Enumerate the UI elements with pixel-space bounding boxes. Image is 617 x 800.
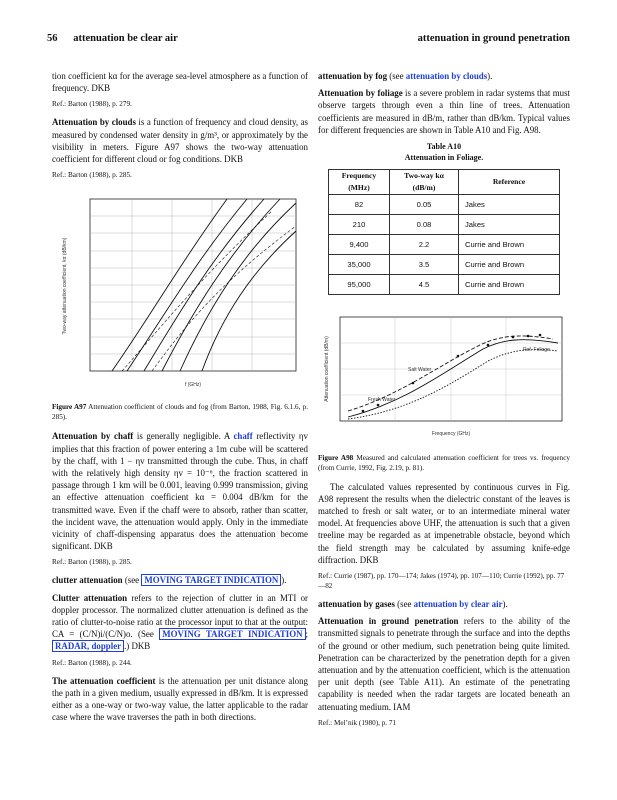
- paragraph-continuation: tion coefficient kα for the average sea-level atmosphere as a function of frequency. DKB: [52, 71, 308, 94]
- label-foliage: Ref. Foliage: [523, 347, 550, 354]
- table-caption: Attenuation in Foliage.: [404, 153, 484, 163]
- ground-text: refers to the ability of the transmitted signals to penetrate through the surface and into the depths of the ground or other medium, such penetration being quite limited. Penetration can be characterized by the penetration depth for a given attenuation and by the attenuation coefficient, which is the attenuation per unit depth (see Table A11). An estimate of the penetrating capability is needed when the radar targets are located beneath an attenuating medium. IAM: [318, 616, 570, 712]
- running-header: [47, 33, 570, 49]
- reference: Ref.: Barton (1988), p. 244.: [52, 658, 132, 667]
- cell-frequency: 95,000: [329, 275, 390, 295]
- table-a10-title: [318, 141, 570, 163]
- reference: Ref.: Barton (1988), p. 279.: [52, 100, 132, 109]
- header-right-title: attenuation in ground penetration: [417, 33, 570, 44]
- term-ground: Attenuation in ground penetration: [318, 616, 459, 627]
- caption-text: Attenuation coefficient of clouds and fog (from Barton, 1988, Fig. 6.1.6, p. 285).: [52, 403, 308, 422]
- fog-curves: [122, 211, 296, 371]
- page-number: 56: [47, 33, 58, 44]
- table-row: [329, 195, 560, 215]
- cell-attenuation: 3.5: [390, 255, 459, 275]
- paragraph-clutter-see: [52, 574, 308, 586]
- col-attenuation: Two-way kα (dB/m): [390, 170, 459, 195]
- clear-air-link[interactable]: attenuation by clear air: [413, 599, 503, 610]
- x-axis-label: f (GHz): [184, 382, 202, 389]
- figure-a98-caption: [318, 453, 570, 473]
- term-coefficient: The attenuation coefficient: [52, 675, 156, 686]
- chaff-link[interactable]: chaff: [233, 431, 253, 442]
- paragraph-foliage: [318, 87, 570, 136]
- mti-link-2[interactable]: MOVING TARGET INDICATION: [159, 628, 305, 640]
- term-clutter: clutter attenuation: [52, 575, 123, 586]
- term-foliage: Attenuation by foliage: [318, 88, 403, 99]
- figure-a98-plot: [318, 311, 570, 441]
- clutter-text: refers to the rejection of clutter in an MTI or doppler processor. The normalized clutter attenuation is defined as the ratio of clutter-to-noise ratio at the processor input to that at the output: CA = (C/N)i/(C/N)o. (See: [52, 592, 308, 640]
- term-fog: attenuation by fog: [318, 71, 388, 81]
- paragraph-clouds: [52, 116, 308, 165]
- y-axis-label: Two-way attenuation coefficient, kα (dB/km): [62, 237, 68, 335]
- caption-label: Figure A97: [52, 403, 87, 412]
- paragraph-fog: [318, 70, 570, 82]
- header-left-title: attenuation be clear air: [73, 33, 178, 44]
- mti-link[interactable]: MOVING TARGET INDICATION: [141, 574, 281, 586]
- cell-attenuation: 0.05: [390, 195, 459, 215]
- table-header-row: [329, 170, 560, 195]
- table-row: [329, 215, 560, 235]
- term-gases: attenuation by gases: [318, 599, 395, 610]
- table-row: [329, 255, 560, 275]
- figure-a97-caption: [52, 402, 308, 422]
- cell-reference: Currie and Brown: [459, 255, 560, 275]
- cell-reference: Currie and Brown: [459, 275, 560, 295]
- see-text: (see: [122, 575, 142, 586]
- col-frequency: Frequency (MHz): [329, 170, 390, 195]
- see-end: ).: [281, 575, 287, 586]
- right-column: [318, 70, 570, 735]
- cell-reference: Jakes: [459, 195, 560, 215]
- y-axis-label: Attenuation coefficient (dB/m): [324, 336, 330, 403]
- cell-frequency: 82: [329, 195, 390, 215]
- chaff-pre: is generally negligible. A: [133, 431, 234, 442]
- left-column: [52, 70, 308, 728]
- cell-attenuation: 2.2: [390, 235, 459, 255]
- cell-frequency: 210: [329, 215, 390, 235]
- paragraph-chaff: [52, 430, 308, 552]
- clouds-text: is a function of frequency and cloud density, as measured by condensed water density in g/m³, or approximately by the visibility in meters. Figure A97 shows the two-way attenuation coefficient for different cloud or fog conditions. DKB: [52, 117, 308, 165]
- gridlines: [90, 199, 296, 371]
- chaff-text: reflectivity ηv implies that this fraction of power entering a 1m cube will be scattered by the chaff, with 1 − ηv transmitted through the cube. Thus, in chaff with the relatively high density ηv = 10⁻⁶, the fraction scattered in passage through 1 km will be 0.001, leaving 0.999 transmission, giving an effective attenuation coefficient kα = 0.004 dB/km for the transmitted wave. Even if the chaff were to absorb, rather than scatter, the incident wave, the attenuation would apply. Only in the immediate vicinity of chaff-dispensing apparatus does the attenuation become significant. DKB: [52, 431, 308, 552]
- see-end: ).: [502, 599, 508, 610]
- clutter-end: .) DKB: [124, 641, 151, 652]
- term-clutter-attenuation: Clutter attenuation: [52, 592, 128, 603]
- see-text: (see: [387, 71, 406, 81]
- cell-frequency: 35,000: [329, 255, 390, 275]
- table-row: [329, 235, 560, 255]
- figure-a97-plot: [52, 191, 308, 391]
- paragraph-clutter-attenuation: [52, 592, 308, 653]
- foliage-table: [328, 169, 560, 295]
- clouds-link[interactable]: attenuation by clouds: [405, 71, 488, 81]
- foliage-text: is a severe problem in radar systems that must observe targets through even a thin line of trees. Attenuation coefficients are measured in dB/m, rather than dB/km. Typical values for different frequencies are shown in Table A10 and Fig. A98.: [318, 88, 571, 135]
- caption-label: Figure A98: [318, 453, 354, 462]
- paragraph-gases: [318, 598, 570, 610]
- term-clouds: Attenuation by clouds: [52, 117, 136, 128]
- cell-reference: Jakes: [459, 215, 560, 235]
- cell-attenuation: 4.5: [390, 275, 459, 295]
- paragraph-ground: [318, 615, 570, 713]
- coefficient-text: is the attenuation per unit distance along the path in a given medium, usually expressed in dB/km. It is expressed either as a one-way or two-way value, the latter applicable to the radar case where the wave traverses the path in both directions.: [52, 675, 308, 723]
- table-row: [329, 275, 560, 295]
- reference: Ref.: Barton (1988), p. 285.: [52, 171, 132, 180]
- reference: Ref.: Mel’nik (1980), p. 71: [318, 718, 397, 727]
- see-end: ).: [487, 71, 493, 81]
- label-fresh-water: Fresh Water: [368, 397, 396, 404]
- caption-text: Measured and calculated attenuation coefficient for trees vs. frequency (from Currie, 1992, Fig. 2.19, p. 81).: [318, 453, 570, 472]
- sep: ;: [305, 629, 308, 640]
- table-label: Table A10: [426, 142, 462, 152]
- radar-doppler-link[interactable]: RADAR, doppler: [52, 640, 124, 652]
- paragraph-calculated: The calculated values represented by continuous curves in Fig. A98 represent the results when the dielectric constant of the leaves is matched to fresh or salt water, or to an intermediate mineral water model. At frequencies above UHF, the attenuation is such that a given treeline may be regarded as at impenetrable obstacle, beyond which the field strength may be calculated by assuming knife-edge diffraction. DKB: [318, 481, 570, 565]
- cell-attenuation: 0.08: [390, 215, 459, 235]
- term-chaff: Attenuation by chaff: [52, 431, 134, 442]
- col-reference: Reference: [459, 170, 560, 195]
- header-left: [47, 33, 178, 44]
- reference: Ref.: Currie (1987), pp. 170—174; Jakes (1974), pp. 107—110; Currie (1992), pp. 77—82: [318, 572, 565, 591]
- cell-reference: Currie and Brown: [459, 235, 560, 255]
- cell-frequency: 9,400: [329, 235, 390, 255]
- see-text: (see: [394, 599, 414, 610]
- paragraph-coefficient: [52, 675, 308, 724]
- x-axis-label: Frequency (GHz): [431, 431, 471, 438]
- reference: Ref.: Barton (1988), p. 285.: [52, 558, 132, 567]
- label-salt-water: Salt Water: [408, 367, 432, 374]
